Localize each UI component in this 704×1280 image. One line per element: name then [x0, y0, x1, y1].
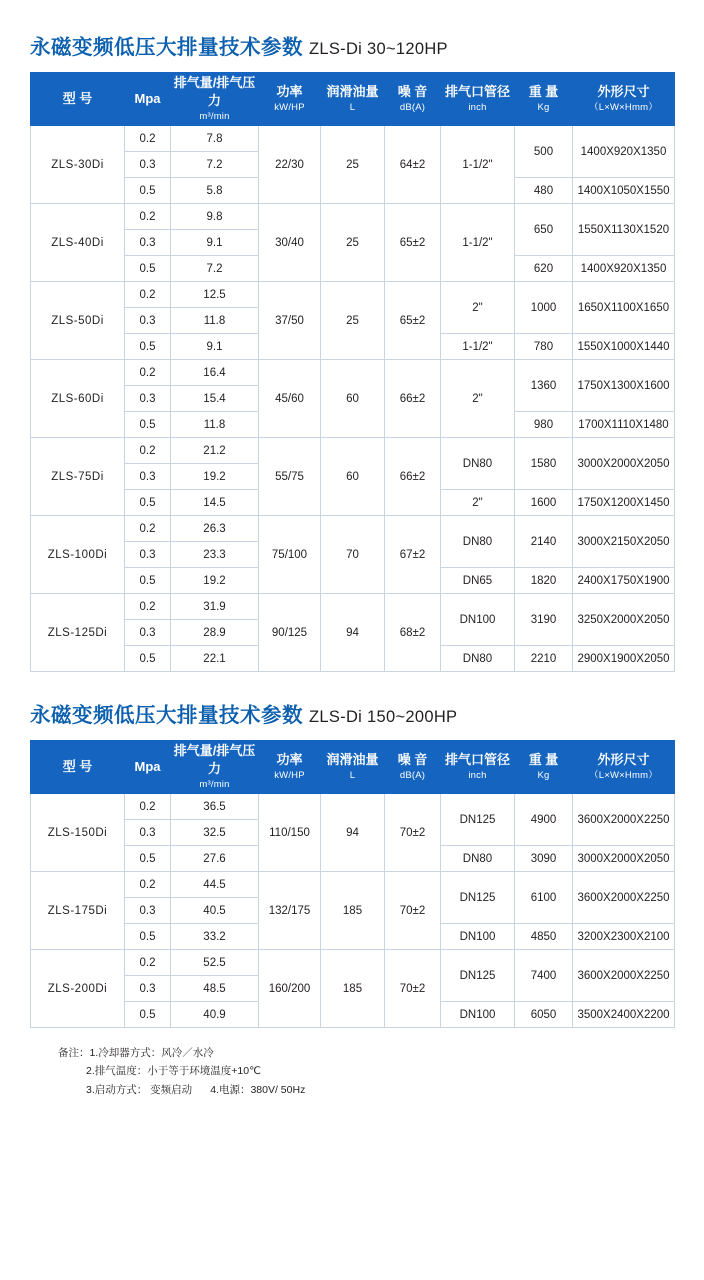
cell-weight: 980 [515, 412, 573, 438]
cell-oil: 60 [321, 438, 385, 516]
column-header-unit: dB(A) [399, 102, 426, 114]
column-header-unit: L [349, 102, 356, 114]
column-header-0 [31, 741, 125, 794]
column-header-4 [321, 73, 385, 126]
cell-flow: 14.5 [171, 490, 259, 516]
spec-table-150-200hp [30, 740, 675, 1028]
table-row [31, 282, 675, 308]
cell-power: 45/60 [259, 360, 321, 438]
cell-dimensions: 1700X1110X1480 [573, 412, 675, 438]
cell-noise: 70±2 [385, 794, 441, 872]
cell-weight: 1820 [515, 568, 573, 594]
cell-power: 75/100 [259, 516, 321, 594]
cell-mpa: 0.3 [125, 820, 171, 846]
cell-weight: 4900 [515, 794, 573, 846]
cell-power: 30/40 [259, 204, 321, 282]
column-header-unit: （L×W×Hmm） [589, 102, 658, 114]
table-row [31, 516, 675, 542]
cell-mpa: 0.2 [125, 282, 171, 308]
cell-noise: 70±2 [385, 950, 441, 1028]
cell-pipe-diameter: DN65 [441, 568, 515, 594]
cell-power: 90/125 [259, 594, 321, 672]
cell-model: ZLS-75Di [31, 438, 125, 516]
note-line-3 [58, 1081, 674, 1099]
note-line-3a: 3.启动方式： 变频启动 [86, 1083, 193, 1096]
cell-dimensions: 3000X2150X2050 [573, 516, 675, 568]
cell-noise: 68±2 [385, 594, 441, 672]
column-header-label: 功率 [276, 83, 303, 99]
column-header-3 [259, 73, 321, 126]
cell-mpa: 0.5 [125, 646, 171, 672]
column-header-label: 外形尺寸 [597, 83, 650, 99]
cell-mpa: 0.2 [125, 126, 171, 152]
cell-weight: 1600 [515, 490, 573, 516]
cell-power: 160/200 [259, 950, 321, 1028]
cell-flow: 52.5 [171, 950, 259, 976]
column-header-label: 型 号 [62, 759, 93, 775]
cell-model: ZLS-40Di [31, 204, 125, 282]
cell-weight: 650 [515, 204, 573, 256]
column-header-label: Mpa [134, 759, 161, 775]
cell-pipe-diameter: DN125 [441, 872, 515, 924]
section-title-2 [30, 672, 674, 728]
cell-weight: 2140 [515, 516, 573, 568]
cell-model: ZLS-60Di [31, 360, 125, 438]
cell-mpa: 0.5 [125, 1002, 171, 1028]
section-title-en: ZLS-Di 150~200HP [309, 708, 458, 726]
column-header-unit: Kg [537, 102, 550, 114]
cell-weight: 1360 [515, 360, 573, 412]
cell-dimensions: 1650X1100X1650 [573, 282, 675, 334]
table-row [31, 360, 675, 386]
cell-flow: 23.3 [171, 542, 259, 568]
cell-power: 110/150 [259, 794, 321, 872]
cell-weight: 500 [515, 126, 573, 178]
cell-pipe-diameter: DN100 [441, 1002, 515, 1028]
cell-mpa: 0.3 [125, 386, 171, 412]
cell-flow: 32.5 [171, 820, 259, 846]
column-header-unit: L [349, 770, 356, 782]
column-header-label: 噪 音 [397, 751, 428, 767]
section-title-cn: 永磁变频低压大排量技术参数 [30, 36, 303, 59]
cell-model: ZLS-100Di [31, 516, 125, 594]
cell-dimensions: 3500X2400X2200 [573, 1002, 675, 1028]
column-header-2 [171, 741, 259, 794]
cell-mpa: 0.5 [125, 846, 171, 872]
table-row [31, 438, 675, 464]
note-line-2: 2.排气温度：小于等于环境温度+10℃ [86, 1065, 261, 1078]
cell-model: ZLS-150Di [31, 794, 125, 872]
cell-model: ZLS-30Di [31, 126, 125, 204]
cell-dimensions: 3000X2000X2050 [573, 438, 675, 490]
cell-flow: 40.5 [171, 898, 259, 924]
cell-mpa: 0.5 [125, 256, 171, 282]
cell-weight: 780 [515, 334, 573, 360]
cell-pipe-diameter: DN80 [441, 438, 515, 490]
spec-table-30-120hp [30, 72, 675, 672]
column-header-label: 重 量 [528, 83, 559, 99]
cell-dimensions: 3200X2300X2100 [573, 924, 675, 950]
cell-model: ZLS-175Di [31, 872, 125, 950]
note-line-3b: 4.电源：380V/ 50Hz [210, 1083, 306, 1096]
note-line-1: 备注：1.冷却器方式：风冷／水冷 [58, 1047, 214, 1059]
column-header-label: 噪 音 [397, 83, 428, 99]
table-row [31, 126, 675, 152]
cell-flow: 11.8 [171, 308, 259, 334]
cell-dimensions: 1550X1130X1520 [573, 204, 675, 256]
cell-dimensions: 3250X2000X2050 [573, 594, 675, 646]
table-body [31, 126, 675, 672]
cell-oil: 25 [321, 126, 385, 204]
column-header-7 [515, 73, 573, 126]
cell-mpa: 0.3 [125, 230, 171, 256]
cell-pipe-diameter: DN80 [441, 646, 515, 672]
cell-flow: 33.2 [171, 924, 259, 950]
cell-power: 55/75 [259, 438, 321, 516]
column-header-8 [573, 73, 675, 126]
cell-oil: 25 [321, 282, 385, 360]
column-header-label: 排气口管径 [444, 751, 510, 767]
cell-flow: 9.1 [171, 334, 259, 360]
column-header-unit: inch [468, 770, 487, 782]
cell-mpa: 0.2 [125, 438, 171, 464]
column-header-6 [441, 73, 515, 126]
column-header-label: 型 号 [62, 91, 93, 107]
cell-mpa: 0.5 [125, 412, 171, 438]
column-header-label: 排气量/排气压力 [173, 75, 256, 108]
column-header-0 [31, 73, 125, 126]
cell-weight: 620 [515, 256, 573, 282]
table-header [31, 73, 675, 126]
cell-noise: 64±2 [385, 126, 441, 204]
cell-mpa: 0.2 [125, 204, 171, 230]
cell-weight: 6050 [515, 1002, 573, 1028]
cell-mpa: 0.5 [125, 490, 171, 516]
cell-model: ZLS-125Di [31, 594, 125, 672]
cell-pipe-diameter: DN100 [441, 594, 515, 646]
cell-dimensions: 2400X1750X1900 [573, 568, 675, 594]
cell-noise: 65±2 [385, 204, 441, 282]
cell-flow: 7.2 [171, 152, 259, 178]
table-body [31, 794, 675, 1028]
cell-weight: 7400 [515, 950, 573, 1002]
cell-pipe-diameter: DN125 [441, 794, 515, 846]
cell-dimensions: 1400X920X1350 [573, 126, 675, 178]
table-row [31, 872, 675, 898]
column-header-2 [171, 73, 259, 126]
cell-oil: 94 [321, 594, 385, 672]
table-row [31, 594, 675, 620]
cell-flow: 7.2 [171, 256, 259, 282]
cell-power: 132/175 [259, 872, 321, 950]
cell-oil: 70 [321, 516, 385, 594]
cell-flow: 7.8 [171, 126, 259, 152]
cell-flow: 26.3 [171, 516, 259, 542]
column-header-1 [125, 73, 171, 126]
table-header-row [31, 741, 675, 794]
cell-model: ZLS-200Di [31, 950, 125, 1028]
cell-mpa: 0.5 [125, 178, 171, 204]
cell-flow: 11.8 [171, 412, 259, 438]
column-header-label: 排气口管径 [444, 83, 510, 99]
cell-flow: 16.4 [171, 360, 259, 386]
cell-dimensions: 1400X920X1350 [573, 256, 675, 282]
cell-mpa: 0.3 [125, 976, 171, 1002]
table-row [31, 950, 675, 976]
cell-oil: 94 [321, 794, 385, 872]
cell-mpa: 0.3 [125, 898, 171, 924]
column-header-label: Mpa [134, 91, 161, 107]
column-header-label: 排气量/排气压力 [173, 743, 256, 776]
cell-dimensions: 3600X2000X2250 [573, 950, 675, 1002]
cell-mpa: 0.3 [125, 620, 171, 646]
cell-dimensions: 2900X1900X2050 [573, 646, 675, 672]
cell-flow: 48.5 [171, 976, 259, 1002]
column-header-label: 润滑油量 [326, 751, 379, 767]
cell-flow: 21.2 [171, 438, 259, 464]
cell-noise: 70±2 [385, 872, 441, 950]
column-header-unit: inch [468, 102, 487, 114]
cell-mpa: 0.3 [125, 542, 171, 568]
cell-pipe-diameter: 1-1/2" [441, 204, 515, 282]
cell-pipe-diameter: 1-1/2" [441, 334, 515, 360]
cell-dimensions: 1750X1200X1450 [573, 490, 675, 516]
cell-flow: 36.5 [171, 794, 259, 820]
cell-weight: 4850 [515, 924, 573, 950]
cell-weight: 3190 [515, 594, 573, 646]
cell-flow: 27.6 [171, 846, 259, 872]
cell-pipe-diameter: DN100 [441, 924, 515, 950]
cell-mpa: 0.5 [125, 924, 171, 950]
cell-dimensions: 3000X2000X2050 [573, 846, 675, 872]
section-title-en: ZLS-Di 30~120HP [309, 40, 448, 58]
cell-dimensions: 3600X2000X2250 [573, 872, 675, 924]
cell-weight: 2210 [515, 646, 573, 672]
cell-noise: 65±2 [385, 282, 441, 360]
cell-flow: 31.9 [171, 594, 259, 620]
cell-weight: 1000 [515, 282, 573, 334]
cell-weight: 1580 [515, 438, 573, 490]
cell-flow: 22.1 [171, 646, 259, 672]
column-header-unit: kW/HP [274, 770, 305, 782]
cell-noise: 66±2 [385, 360, 441, 438]
cell-noise: 66±2 [385, 438, 441, 516]
cell-dimensions: 1400X1050X1550 [573, 178, 675, 204]
cell-flow: 15.4 [171, 386, 259, 412]
cell-mpa: 0.3 [125, 308, 171, 334]
cell-weight: 3090 [515, 846, 573, 872]
cell-weight: 6100 [515, 872, 573, 924]
cell-oil: 185 [321, 950, 385, 1028]
cell-pipe-diameter: DN80 [441, 516, 515, 568]
column-header-unit: kW/HP [274, 102, 305, 114]
cell-flow: 19.2 [171, 464, 259, 490]
column-header-unit: dB(A) [399, 770, 426, 782]
cell-oil: 60 [321, 360, 385, 438]
cell-flow: 44.5 [171, 872, 259, 898]
column-header-label: 重 量 [528, 751, 559, 767]
cell-model: ZLS-50Di [31, 282, 125, 360]
cell-mpa: 0.2 [125, 950, 171, 976]
column-header-unit: （L×W×Hmm） [589, 770, 658, 782]
table-row [31, 794, 675, 820]
cell-dimensions: 1550X1000X1440 [573, 334, 675, 360]
column-header-1 [125, 741, 171, 794]
cell-mpa: 0.3 [125, 464, 171, 490]
cell-flow: 12.5 [171, 282, 259, 308]
cell-pipe-diameter: 2" [441, 282, 515, 334]
column-header-5 [385, 741, 441, 794]
column-header-unit: m³/min [199, 111, 230, 123]
section-title-cn: 永磁变频低压大排量技术参数 [30, 704, 303, 727]
cell-flow: 9.1 [171, 230, 259, 256]
column-header-4 [321, 741, 385, 794]
cell-pipe-diameter: 2" [441, 490, 515, 516]
cell-mpa: 0.2 [125, 594, 171, 620]
column-header-8 [573, 741, 675, 794]
cell-power: 22/30 [259, 126, 321, 204]
cell-mpa: 0.2 [125, 360, 171, 386]
cell-mpa: 0.2 [125, 516, 171, 542]
cell-noise: 67±2 [385, 516, 441, 594]
cell-pipe-diameter: 1-1/2" [441, 126, 515, 204]
cell-flow: 40.9 [171, 1002, 259, 1028]
column-header-5 [385, 73, 441, 126]
column-header-unit: Kg [537, 770, 550, 782]
cell-mpa: 0.3 [125, 152, 171, 178]
column-header-3 [259, 741, 321, 794]
column-header-label: 功率 [276, 751, 303, 767]
cell-flow: 19.2 [171, 568, 259, 594]
column-header-unit: m³/min [199, 779, 230, 791]
cell-flow: 5.8 [171, 178, 259, 204]
cell-oil: 185 [321, 872, 385, 950]
column-header-label: 外形尺寸 [597, 751, 650, 767]
column-header-7 [515, 741, 573, 794]
cell-weight: 480 [515, 178, 573, 204]
cell-mpa: 0.5 [125, 334, 171, 360]
cell-dimensions: 1750X1300X1600 [573, 360, 675, 412]
column-header-label: 润滑油量 [326, 83, 379, 99]
notes-block [30, 1044, 674, 1099]
cell-pipe-diameter: DN80 [441, 846, 515, 872]
cell-oil: 25 [321, 204, 385, 282]
cell-dimensions: 3600X2000X2250 [573, 794, 675, 846]
cell-power: 37/50 [259, 282, 321, 360]
cell-flow: 28.9 [171, 620, 259, 646]
cell-pipe-diameter: 2" [441, 360, 515, 438]
table-row [31, 204, 675, 230]
cell-pipe-diameter: DN125 [441, 950, 515, 1002]
cell-mpa: 0.2 [125, 872, 171, 898]
cell-mpa: 0.5 [125, 568, 171, 594]
table-header [31, 741, 675, 794]
column-header-6 [441, 741, 515, 794]
cell-mpa: 0.2 [125, 794, 171, 820]
table-header-row [31, 73, 675, 126]
section-title-1 [30, 0, 674, 60]
cell-flow: 9.8 [171, 204, 259, 230]
